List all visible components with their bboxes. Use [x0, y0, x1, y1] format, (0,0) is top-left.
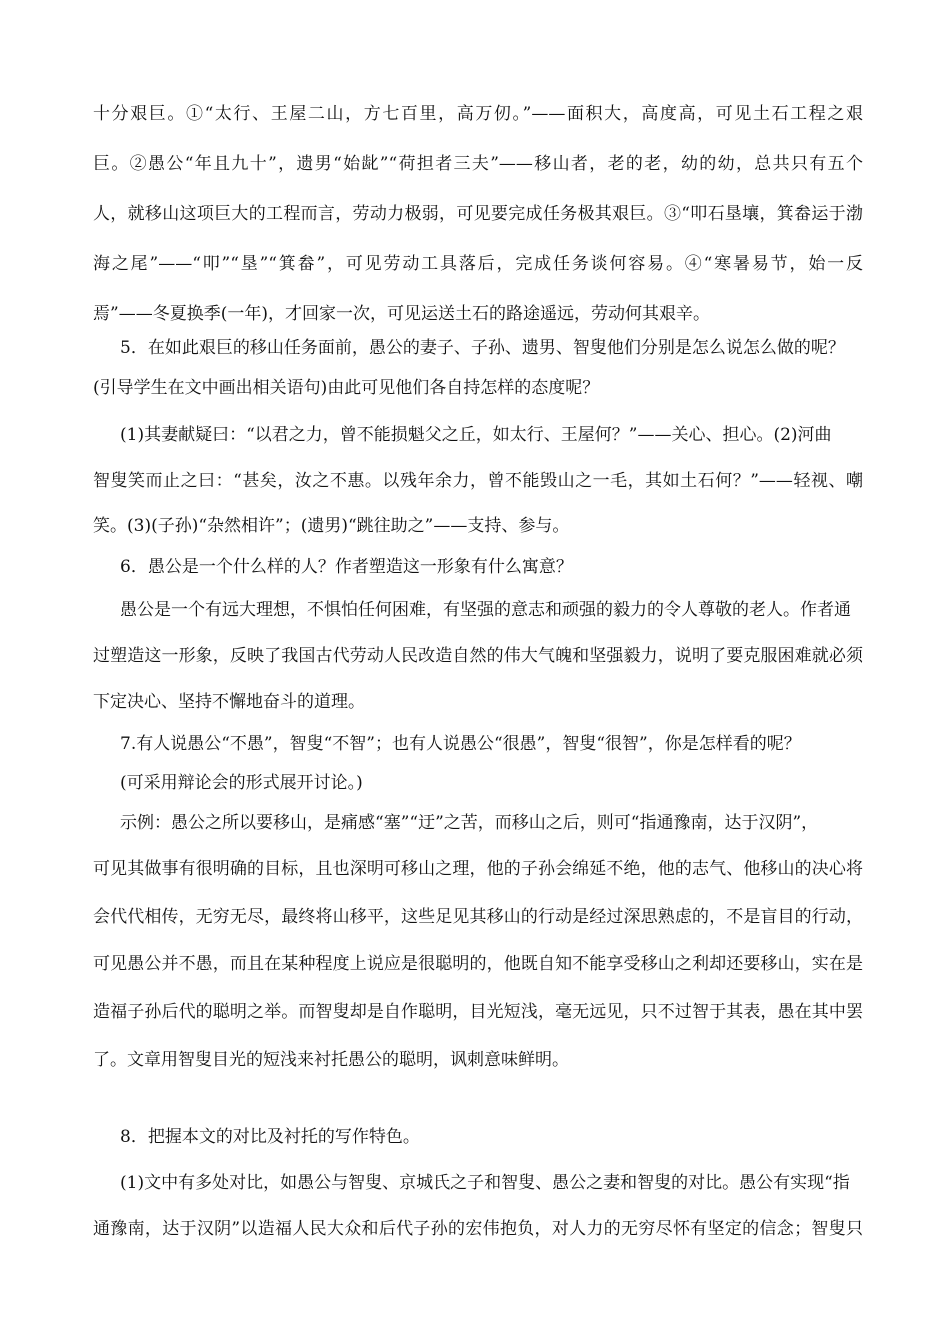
example-line: 会代代相传，无穷无尽，最终将山移平，这些足见其移山的行动是经过深思熟虑的，不是盲目的行动，: [93, 907, 863, 927]
paragraph-line: (引导学生在文中画出相关语句)由此可见他们各自持怎样的态度呢？: [93, 378, 600, 398]
answer-line: 过塑造这一形象，反映了我国古代劳动人民改造自然的伟大气魄和坚强毅力，说明了要克服困难就必须: [93, 646, 863, 666]
paragraph-line: 人，就移山这项巨大的工程而言，劳动力极弱，可见要完成任务极其艰巨。③“叩石垦壤，箕畚运于渤: [93, 204, 863, 224]
answer-line: (1)其妻献疑曰：“以君之力，曾不能损魁父之丘，如太行、王屋何？”——关心、担心。(2)河曲: [120, 425, 832, 445]
example-line: 可见愚公并不愚，而且在某种程度上说应是很聪明的，他既自知不能享受移山之利却还要移山，实在是: [93, 954, 863, 974]
answer-line: 愚公是一个有远大理想，不惧怕任何困难，有坚强的意志和顽强的毅力的令人尊敬的老人。作者通: [120, 600, 851, 620]
answer-line: 智叟笑而止之曰：“甚矣，汝之不惠。以残年余力，曾不能毁山之一毛，其如土石何？”——轻视、嘲: [93, 471, 863, 491]
paragraph-line: 巨。②愚公“年且九十”，遗男“始龀”“荷担者三夫”——移山者，老的老，幼的幼，总共只有五个: [93, 154, 863, 174]
answer-line: (1)文中有多处对比，如愚公与智叟、京城氏之子和智叟、愚公之妻和智叟的对比。愚公有实现“指: [120, 1173, 850, 1193]
instruction-line: (可采用辩论会的形式展开讨论。): [120, 773, 363, 793]
question-8: 8．把握本文的对比及衬托的写作特色。: [120, 1127, 420, 1147]
paragraph-line: 焉”——冬夏换季(一年)，才回家一次，可见运送土石的路途遥远，劳动何其艰辛。: [93, 304, 710, 324]
question-5: 5．在如此艰巨的移山任务面前，愚公的妻子、子孙、遗男、智叟他们分别是怎么说怎么做的呢？: [120, 338, 845, 358]
example-line: 了。文章用智叟目光的短浅来衬托愚公的聪明，讽刺意味鲜明。: [93, 1050, 569, 1070]
answer-line: 通豫南，达于汉阴”以造福人民大众和后代子孙的宏伟抱负，对人力的无穷尽怀有坚定的信念；智叟只: [93, 1219, 863, 1239]
paragraph-line: 十分艰巨。①“太行、王屋二山，方七百里，高万仞。”——面积大，高度高，可见土石工程之艰: [93, 104, 863, 124]
answer-line: 下定决心、坚持不懈地奋斗的道理。: [93, 692, 365, 712]
example-line: 示例：愚公之所以要移山，是痛感“塞”“迂”之苦，而移山之后，则可“指通豫南，达于汉阴”，: [120, 813, 819, 833]
question-6: 6．愚公是一个什么样的人？作者塑造这一形象有什么寓意？: [120, 557, 573, 577]
example-line: 造福子孙后代的聪明之举。而智叟却是自作聪明，目光短浅，毫无远见，只不过智于其表，愚在其中罢: [93, 1002, 863, 1022]
question-7: 7.有人说愚公“不愚”，智叟“不智”；也有人说愚公“很愚”，智叟“很智”，你是怎样看的呢？: [120, 734, 801, 754]
paragraph-line: 海之尾”——“叩”“垦”“箕畚”，可见劳动工具落后，完成任务谈何容易。④“寒暑易节，始一反: [93, 254, 863, 274]
answer-line: 笑。(3)(子孙)“杂然相许”；(遗男)“跳往助之”——支持、参与。: [93, 516, 570, 536]
example-line: 可见其做事有很明确的目标，且也深明可移山之理，他的子孙会绵延不绝，他的志气、他移山的决心将: [93, 859, 863, 879]
